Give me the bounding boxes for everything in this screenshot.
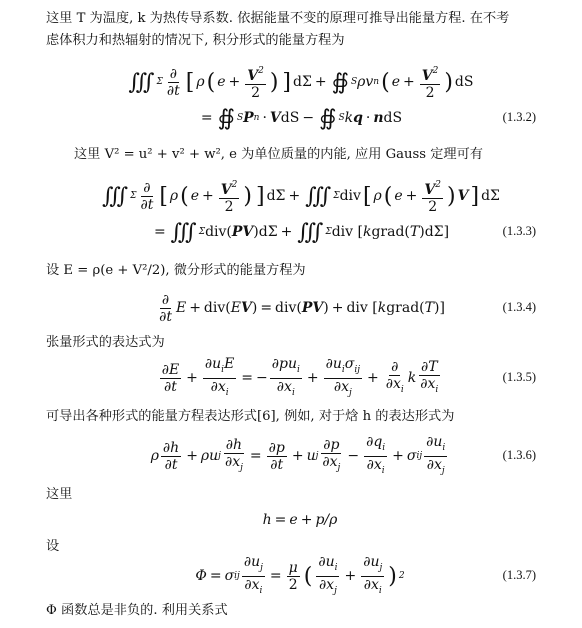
- paragraph-line: 设: [46, 539, 60, 554]
- equation-1-3-2-line2: = ∯ S P n · V dS − ∯ S k q · n dS (1.3.2): [200, 105, 536, 131]
- paragraph-line: 虑体积力和热辐射的情况下, 积分形式的能量方程为: [46, 33, 345, 48]
- equation-1-3-7: Φ = σ ij $\frac{\partial u_j}{\partial x_i}$ = $\frac{\mu}{2}$ ( $\frac{\partial u_i}{\partial x_j}$ + $\frac{\partial u_j}{\partial x_i}$ ) 2 (1.3.7): [195, 553, 536, 596]
- equation-1-3-6: ρ $\frac{\partial h}{\partial t}$ + ρu j $\frac{\partial h}{\partial x_j}$ = $\frac{\partial p}{\partial t}$ + u j $\frac{\partial p}{\partial x_j}$ − $\frac{\partial q_i}{\partial x_i}$ + σ ij $\frac{\partial u_i}{\partial x_j}$ (1.3.6): [150, 433, 536, 476]
- paragraph-line: 这里: [46, 487, 73, 502]
- equation-number: (1.3.6): [502, 448, 536, 462]
- paragraph-line: 设 E = ρ(e + V²/2), 微分形式的能量方程为: [46, 263, 306, 278]
- equation-1-3-5: $\frac{\partial E}{\partial t}$ + $\frac{\partial u_iE}{\partial x_i}$ = − $\frac{\partial pu_i}{\partial x_i}$ + $\frac{\partial u_i\sigma_{ij}}{\partial x_j}$ + $\frac{\partial}{\partial x_i}$ k $\frac{\partial T}{\partial x_i}$ (1.3.5): [161, 355, 536, 398]
- paragraph-line: 这里 V² = u² + v² + w², e 为单位质量的内能, 应用 Gauss 定理可有: [74, 147, 483, 162]
- equation-number: (1.3.2): [502, 110, 536, 124]
- equation-1-3-4: $\frac{\partial}{\partial t}$ E + div( E V ) = div( PV ) + div [ k grad( T )] (1.3.4): [159, 291, 536, 325]
- paragraph-line: Φ 函数总是非负的. 利用关系式: [46, 603, 228, 618]
- equation-number: (1.3.4): [502, 300, 536, 314]
- equation-1-3-2-line1: ∭ Σ $\frac{\partial}{\partial t}$ [ ρ ( e + $\frac{V^2}{2}$ ) ] dΣ + ∯ S ρv n ( e + $\frac{V^2}{2}$ ) dS: [0, 62, 582, 102]
- equation-1-3-3-line2: = ∭ Σ div( PV )dΣ + ∭ Σ div [ k grad( T )dΣ] (1.3.3): [153, 219, 536, 245]
- paragraph-line: 可导出各种形式的能量方程表达形式[6], 例如, 对于焓 h 的表达形式为: [46, 409, 455, 424]
- equation-enthalpy: h = e + p/ρ: [262, 512, 338, 528]
- paragraph-line: 这里 T 为温度, k 为热传导系数. 依据能量不变的原理可推导出能量方程. 在不考: [46, 11, 510, 26]
- equation-number: (1.3.7): [502, 568, 536, 582]
- paragraph-line: 张量形式的表达式为: [46, 335, 165, 350]
- equation-number: (1.3.3): [502, 224, 536, 238]
- equation-1-3-3-line1: ∭ Σ $\frac{\partial}{\partial t}$ [ ρ ( e + $\frac{V^2}{2}$ ) ] dΣ + ∭ Σ div [ ρ ( e + $\frac{V^2}{2}$ ) V ] dΣ: [0, 176, 582, 216]
- equation-number: (1.3.5): [502, 370, 536, 384]
